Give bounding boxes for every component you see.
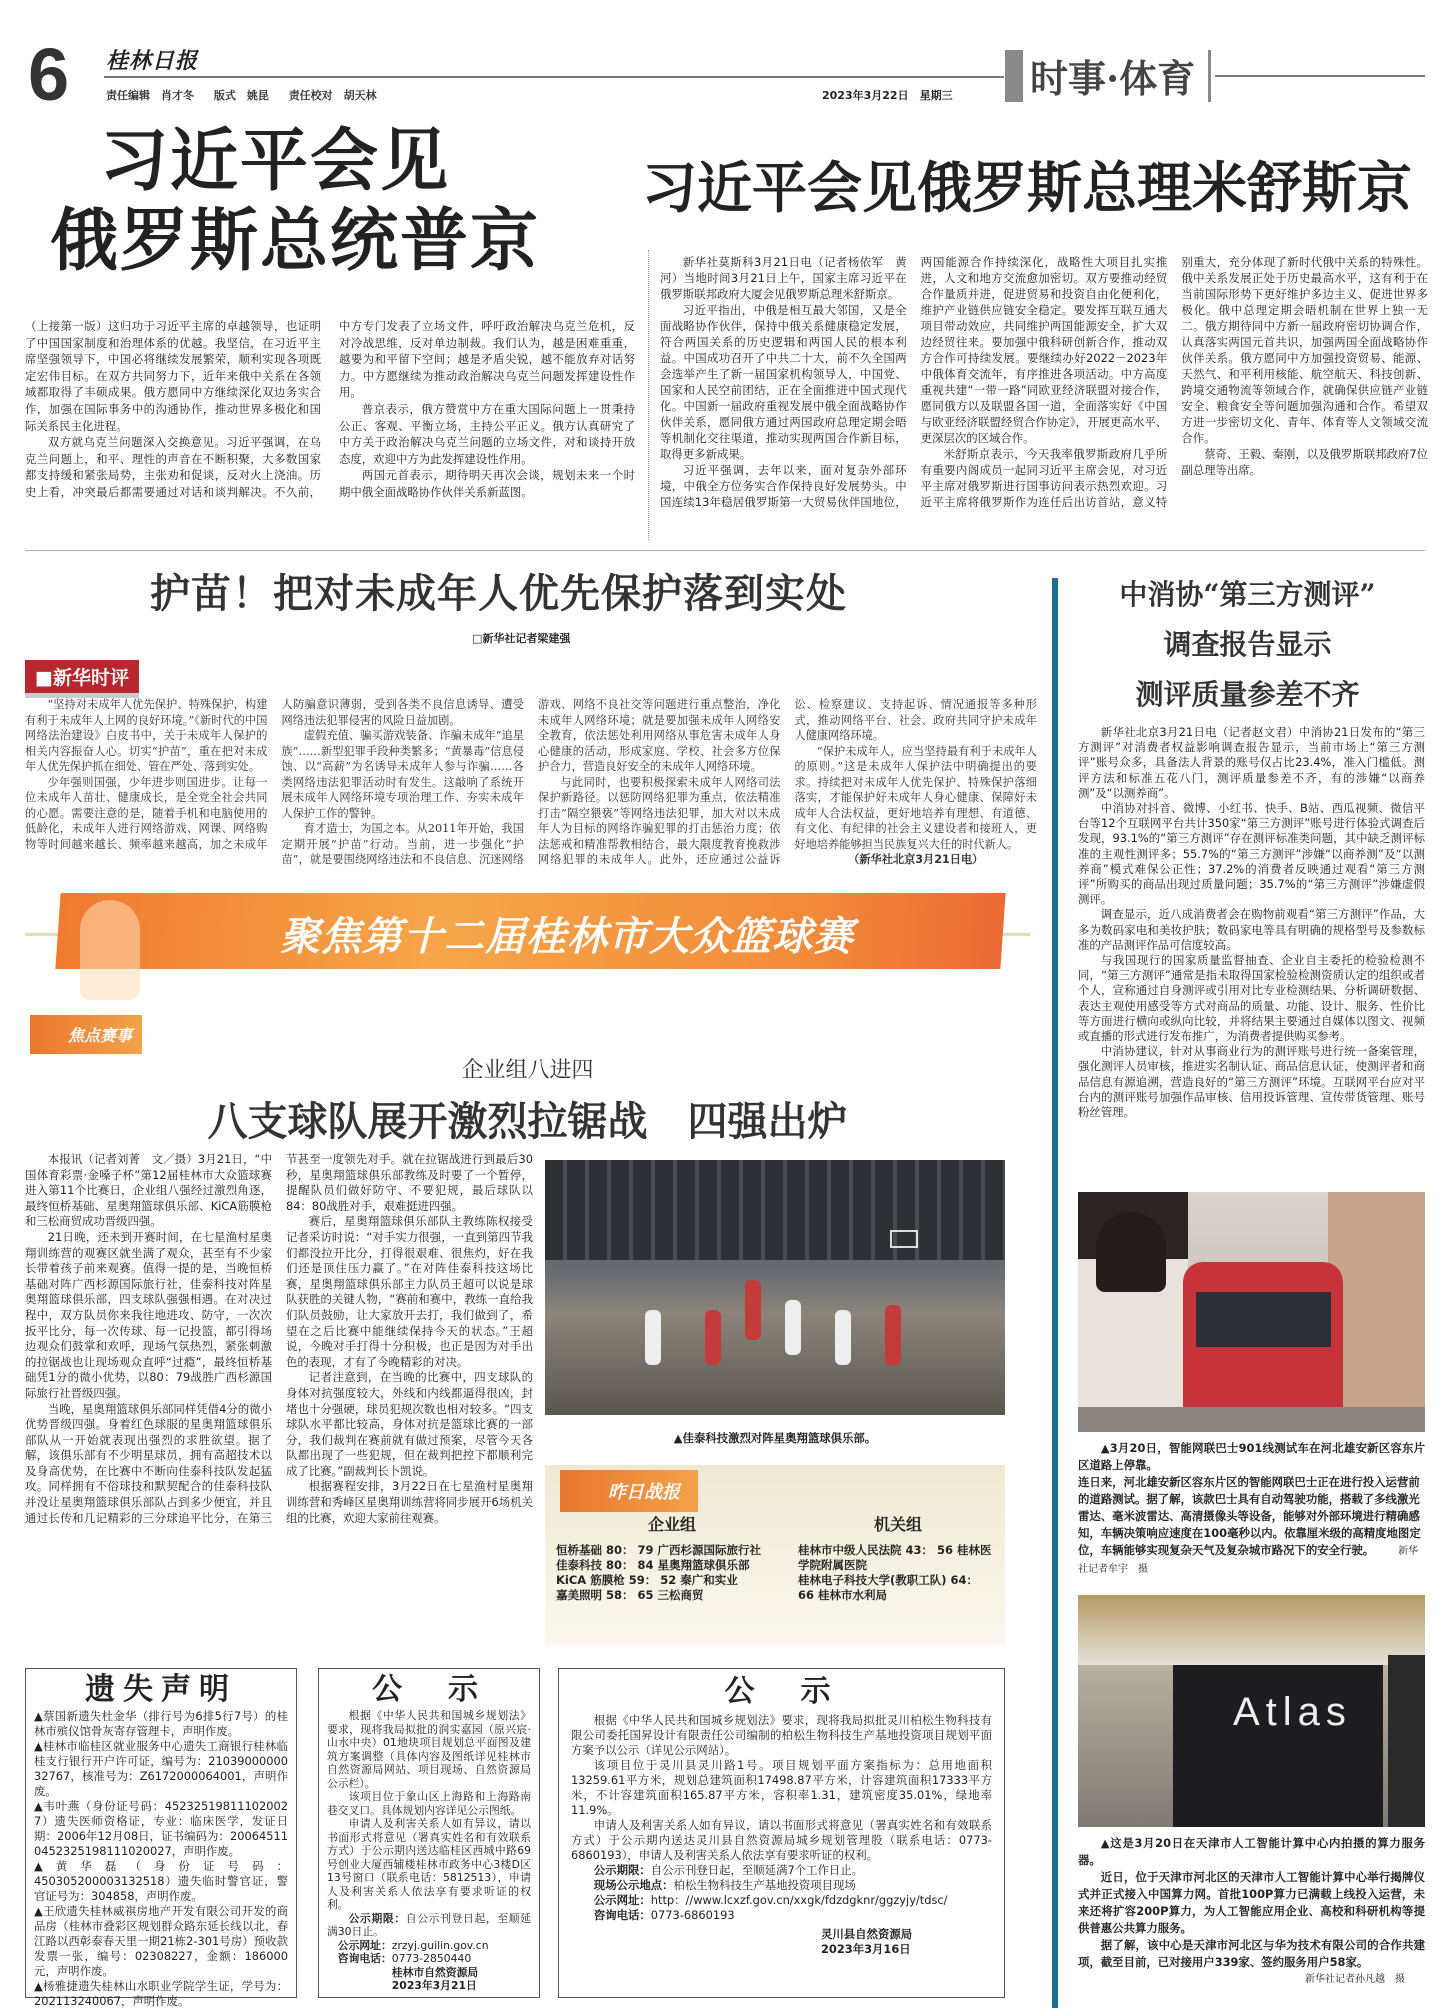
label: 公示期限： bbox=[348, 1911, 406, 1925]
header-rule bbox=[104, 76, 1004, 78]
public-notice-ad-2 bbox=[558, 1668, 1005, 1998]
label: 咨询电话： bbox=[337, 1952, 392, 1965]
paragraph: 新华社莫斯科3月21日电（记者杨依军 黄河）当地时间3月21日上午，国家主席习近平在俄罗斯联邦政府大厦会见俄罗斯总理米舒斯京。 bbox=[660, 255, 907, 301]
label: 公示网址： bbox=[593, 1893, 651, 1907]
headline-line: 习近平会见 bbox=[100, 122, 451, 201]
photo-credit: 新华社记者牟宇 摄 bbox=[1078, 1546, 1419, 1575]
story1-headline[interactable] bbox=[50, 122, 541, 282]
result-line: KiCA 筋膜枪 59： 52 秦广和实业 bbox=[556, 1573, 738, 1587]
basketball-photo-caption: ▲佳泰科技激烈对阵星奥翔篮球俱乐部。 bbox=[673, 1431, 877, 1445]
column-accent-bar bbox=[1052, 578, 1058, 2008]
section-bar bbox=[1005, 50, 1023, 102]
location: 柏松生物科技生产基地投资项目现场 bbox=[673, 1878, 856, 1892]
label: 咨询电话： bbox=[593, 1908, 651, 1922]
credit: 责任校对 胡天林 bbox=[288, 89, 377, 102]
result-line: 佳泰科技 80： 84 星奥翔篮球俱乐部 bbox=[556, 1558, 750, 1572]
basketball-headline[interactable]: 八支球队展开激烈拉锯战 四强出炉 bbox=[207, 1098, 848, 1145]
paragraph: 新华社北京3月21日电（记者赵文君）中消协21日发布的“第三方测评”对消费者权益影响调查报告显示，当前市场上“第三方测评”账号众多，具备法人背景的账号仅占比23.4%，准入门槛低。测评方法和标准五花八门，测评质量参差不齐，有的涉嫌“以商养测”及“以测养商”。 bbox=[1078, 725, 1425, 800]
results-group-government bbox=[798, 1515, 998, 1603]
credit: 责任编辑 肖才冬 bbox=[106, 89, 194, 102]
ad-title: 遗失声明 bbox=[85, 1672, 237, 1707]
paragraph: 21日晚，还未到开赛时间，在七星渔村星奥翔训练营的观赛区就坐满了观众，甚至有不少家长带着孩子前来观赛。值得一提的是，当晚恒桥基础对阵广西杉源国际旅行社，佳泰科技对阵星奥翔篮球俱乐部，四支球队强强相遇。在对决过程中，双方队员你来我往地进攻、防守，一次次扳平比分，每一次传球、每一记投篮，都引得场边观众们鼓掌和欢呼，现场气氛热烈，紧张刺激的拉锯战也让现场观众直呼“过瘾”，最终恒桥基础凭1分的微小优势，以80：79战胜广西杉源国际旅行社晋级四强。 bbox=[25, 1229, 272, 1400]
website-link[interactable]: http：//www.lcxzf.gov.cn/xxgk/fdzdgknr/ggzyjy/tdsc/ bbox=[650, 1893, 948, 1907]
paragraph: “坚持对未成年人优先保护、特殊保护，构建有利于未成年人上网的良好环境。”《新时代的中国网络法治建设》白皮书中，关于未成年人保护的相关内容振奋人心。切实“护苗”，重在把对未成年人优先保护抓在细处、管在严处、落到实处。 bbox=[25, 698, 268, 773]
kicker: 企业组八进四 bbox=[461, 1058, 594, 1083]
focus-tag: 焦点赛事 bbox=[30, 1015, 142, 1054]
story1-body bbox=[25, 318, 635, 540]
paragraph: 与我国现行的国家质量监督抽查、企业自主委托的检验检测不同，“第三方测评”通常是指未取得国家检验检测资质认定的组织或者个人，宣称通过自身测评或引用对比专业检测结果、分析调研数据、表达主观使用感受等方式对商品的质量、功能、设计、服务、性价比等方面进行横向或纵向比较，并将结果主要通过自媒体以图文、视频或直播的形式进行发布推广，为消费者提供购买参考。 bbox=[1078, 953, 1425, 1044]
headline-line: 中消协“第三方测评” bbox=[1119, 578, 1376, 611]
ad-paragraph: 该项目位于灵川县灵川路1号。项目规划平面方案指标为：总用地面积13259.61平方米，规划总建筑面积17498.87平方米，计容建筑面积17333平方米，不计容建筑面积165.87平方米，容积率1.31，建筑密度35.01%，绿地率11.9%。 bbox=[571, 1758, 992, 1817]
story2-body bbox=[660, 254, 1428, 546]
paragraph: 双方就乌克兰问题深入交换意见。习近平强调，在乌克兰问题上，和平、理性的声音在不断积聚，大多数国家都支持缓和紧张局势，主张劝和促谈，反对火上浇油。历史上看，冲突最后都需要通过对话和谈判解决。不久前，中方专门发表了立场文件，呼吁政治解决乌克兰危机，反对冷战思维，反对单边制裁。我们认为，越是困难重重，越要为和平留下空间；越是矛盾尖锐，越不能放弃对话努力。中方愿继续为推动政治解决乌克兰问题发挥建设性作用。 bbox=[25, 319, 635, 499]
paragraph: 育才造士，为国之本。从2011年开始，我国定期开展“护苗”行动。当前，进一步强化“护苗”，就是要围绕网络违法和不良信息、沉迷网络游戏、网络不良社交等问题进行重点整治，净化未成年人网络环境；就是要加强未成年人网络安全教育，依法惩处利用网络从事危害未成年人身心健康的活动，形成家庭、学校、社会多方位保护合力，营造良好安全的未成年人网络环境。 bbox=[281, 698, 781, 866]
result-line: 桂林电子科技大学(教职工队) 64： 66 桂林市水利局 bbox=[798, 1573, 979, 1602]
ad-paragraph: 申请人及利害关系人如有异议，请以书面形式将意见（署真实姓名和有效联系方式）于公示期内送达灵川县自然资源局城乡规划管理股（联系电话：0773-6860193），申请人及利害关系人依法享有要求听证的权利。 bbox=[571, 1818, 992, 1862]
basketball-body bbox=[25, 1152, 533, 1662]
paragraph: 记者注意到，在当晚的比赛中，四支球队的身体对抗强度较大，外线和内线都逼得很凶，封堵也十分强硬，球员犯规次数也相对较多。“四支球队水平都比较高，身体对抗是篮球比赛的一部分，我们裁判在赛前就有做过预案，尽管今天各队都出现了一些犯规，但在裁判把控下都顺利完成了比赛。”副裁判长卜凯说。 bbox=[286, 1370, 533, 1478]
machine-label: Atlas bbox=[1233, 1690, 1352, 1734]
ad-item: ▲韦叶燕（身份证号码：452325198111020027）遗失医师资格证，专业：临床医学，发证日期：2006年12月08日，证书编码为：200645110452325198111020027，声明作废。 bbox=[34, 1799, 288, 1858]
ad-title: 公 示 bbox=[724, 1674, 839, 1709]
issue-date: 2023年3月16日 bbox=[821, 1942, 911, 1956]
ad-title: 公 示 bbox=[372, 1672, 486, 1707]
issuer: 灵川县自然资源局 bbox=[821, 1927, 913, 1941]
story2-headline[interactable]: 习近平会见俄罗斯总理米舒斯京 bbox=[642, 156, 1413, 220]
headline-line: 调查报告显示 bbox=[1163, 628, 1332, 661]
group-name: 企业组 bbox=[647, 1515, 696, 1534]
server-photo bbox=[1078, 1595, 1425, 1827]
ad-paragraph: 申请人及利害关系人如有异议，请以书面形式将意见（署真实姓名和有效联系方式）于公示期内送达临桂区西城中路69号创业大厦西辅楼桂林市政务中心3楼D区13号窗口（联系电话：5812513），申请人及利害关系人依法享有要求听证的权利。 bbox=[327, 1817, 531, 1911]
section-rule bbox=[25, 550, 1425, 551]
ad-paragraph: 根据《中华人民共和国城乡规划法》要求，现将我局拟批灵川柏松生物科技有限公司委托国昇设计有限责任公司编制的柏松生物科技生产基地投资项目规划平面方案予以公示（详见公示网站）。 bbox=[571, 1713, 992, 1757]
section-title: 时事·体育 bbox=[1030, 56, 1196, 101]
section-bar bbox=[1208, 50, 1211, 102]
ad-item: ▲桂林市临桂区就业服务中心遗失工商银行桂林临桂支行银行开户许可证，编号为：2103900000032767，核准号为：Z6172000064001，声明作废。 bbox=[34, 1739, 288, 1798]
dateline: （新华社北京3月21日电） bbox=[848, 853, 984, 866]
paragraph: 蔡奇、王毅、秦刚，以及俄罗斯联邦政府7位副总理等出席。 bbox=[1181, 447, 1428, 477]
story3-body bbox=[25, 697, 1037, 889]
ad-item: ▲王欣遗失桂林威祺房地产开发有限公司开发的商品房（桂林市叠彩区规划群众路东延长线以北，春江路以西彰泰春天里一期21栋2-301号房）预收款发票一张，编号：02308227，金额：186000元，声明作废。 bbox=[34, 1904, 288, 1978]
banner-title: 聚焦第十二届桂林市大众篮球赛 bbox=[280, 914, 854, 960]
ad-paragraph: 根据《中华人民共和国城乡规划法》要求，现将我局拟批的润实嘉园（原兴宸·山水中央）01地块项目规划总平面图及建筑方案调整（具体内容及图纸详见桂林市自然资源局网站、项目现场、自然资源局公示栏）。 bbox=[327, 1709, 531, 1790]
public-notice-ad-1 bbox=[318, 1668, 540, 1998]
label: 现场公示地点： bbox=[593, 1878, 674, 1892]
player-silhouette-icon bbox=[80, 900, 140, 1000]
phone: 0773-6860193 bbox=[650, 1908, 735, 1922]
paragraph: 中消协建议，针对从事商业行为的测评账号进行统一备案管理，强化测评人员审核，推进实名制认证、商品信息认证，使测评者和商品信息有源追溯，营造良好的“第三方测评”环境。互联网平台应对平台内的测评账号加强作品审核、信用投诉管理、宣传带货管理、账号粉丝管理。 bbox=[1078, 1044, 1425, 1120]
paragraph: 赛后，星奥翔篮球俱乐部队主教练陈权接受记者采访时说：“对手实力很强，一直到第四节我们都没拉开比分，打得很艰难、很焦灼，好在我们还是顶住压力赢了。”在对阵佳泰科技这场比赛，星奥翔篮球俱乐部主力队员王超可以说是球队获胜的关键人物，“赛前和赛中，教练一直给我们队员鼓励，让大家放开去打，我们做到了，希望在之后比赛中能继续保持今天的状态。”王超说，今晚对手打得十分积极，也正是因为对手出色的表现，才有了今晚精彩的对决。 bbox=[286, 1214, 533, 1369]
paragraph: 两国元首表示，期待明天再次会谈，规划未来一个时期中俄全面战略协作伙伴关系新蓝图。 bbox=[339, 468, 635, 499]
label: 公示期限： bbox=[593, 1863, 651, 1877]
caption-text: 据了解，该中心是天津市河北区与华为技术有限公司的合作共建项，截至目前，已对接用户339家、签约服务用户58家。 bbox=[1078, 1938, 1425, 1969]
header-rule bbox=[1215, 75, 1425, 77]
paragraph: 调查显示，近八成消费者会在购物前观看“第三方测评”作品，大多为数码家电和美妆护肤；数码家电等具有明确的规格型号及参数标准的产品测评作品可信度较高。 bbox=[1078, 907, 1425, 952]
phone: 0773-2850440 bbox=[391, 1952, 472, 1965]
story3-headline[interactable]: 护苗！把对未成年人优先保护落到实处 bbox=[150, 570, 847, 617]
paragraph: 习近平强调，去年以来，面对复杂外部环境，中俄全方位务实合作保持良好发展势头。中国连续13年稳居俄罗斯第一大贸易伙伴国地位，两国能源合作持续深化，战略性大项目扎实推进，人文和地方交流愈加密切。双方要推动经贸合作量质并进，促进贸易和投资自由化便利化，维护产业链供应链安全稳定。要发挥互联互通大项目带动效应，共同维护两国能源安全，扩大双边经贸往来。要加强中俄科研创新合作，推动双方合作可持续发展。要继续办好2022－2023年中俄体育交流年，有序推进各项活动。中方高度重视共建“一带一路”同欧亚经济联盟对接合作，愿同俄方以及联盟各国一道，全面落实好《中国与欧亚经济联盟经贸合作协定》，开展更高水平、更深层次的区域合作。 bbox=[660, 255, 1168, 509]
paragraph: 虚假充值、骗买游戏装备、诈骗未成年“追星族”……新型犯罪手段种类繁多；“黄暴毒”信息侵蚀、以“高薪”为名诱导未成年人参与诈骗……各类网络违法犯罪活动时有发生。这敲响了系统开展未成年人网络环境专项治理工作、夯实未成年人保护工作的警钟。 bbox=[281, 729, 524, 820]
bus-photo bbox=[1078, 1192, 1425, 1432]
result-line: 桂林市中级人民法院 43： 56 桂林医学院附属医院 bbox=[798, 1543, 992, 1572]
period: 自公示刊登日起，至顺延满30日止。 bbox=[327, 1911, 531, 1938]
issue-date: 2023年3月21日 bbox=[391, 1979, 477, 1992]
result-line: 嘉美照明 58： 65 三松商贸 bbox=[556, 1588, 704, 1602]
page-number: 6 bbox=[28, 33, 70, 116]
column-tag: ■新华时评 bbox=[25, 660, 139, 698]
paragraph: 根据赛程安排，3月22日在七星渔村星奥翔训练营和秀峰区星奥翔训练营将同步展开6场机关组的比赛，欢迎大家前往观赛。 bbox=[286, 1479, 533, 1525]
photo-credit: 新华社记者孙凡越 摄 bbox=[1305, 1974, 1405, 1985]
paragraph: 当晚，星奥翔篮球俱乐部同样凭借4分的微小优势晋级四强。身着红色球服的星奥翔篮球俱乐部队从一开始就表现出强烈的求胜欲望。据了解，该俱乐部有不少明星球员，拥有高超技术以及身高优势，在比赛中不断向佳泰科技队发起猛攻。同样拥有不俗球技和默契配合的佳泰科技队并没让星奥翔篮球俱乐部队占到多少便宜，并且通过长传和几记精彩的三分球追平比分，在第三节甚至一度领先对手。就在拉锯战进行到最后30秒，星奥翔篮球俱乐部教练及时要了一个暂停，提醒队员们做好防守、不要犯规，最后球队以84：80战胜对手，艰难挺进四强。 bbox=[25, 1152, 533, 1525]
label: 公示网址： bbox=[337, 1938, 392, 1952]
ad-item: ▲黄华磊（身份证号码：450305200003132518）遗失临时警官证，警官证号为：304858，声明作废。 bbox=[34, 1859, 288, 1903]
credit: 版式 姚昆 bbox=[213, 89, 269, 102]
server-photo-caption bbox=[1078, 1835, 1425, 1988]
caption-text: ▲3月20日，智能网联巴士901线测试车在河北雄安新区容东片区道路上停靠。 bbox=[1078, 1441, 1425, 1472]
paragraph: （上接第一版）这归功于习近平主席的卓越领导，也证明了中国国家制度和治理体系的优越。我坚信，在习近平主席坚强领导下，中国必将继续发展繁荣，顺利实现各项既定宏伟目标。在双方共同努力下，近年来俄中关系在各领域都取得了丰硕成果。俄方愿同中方继续深化双边务实合作，加强在国际事务中的沟通协作，推动世界多极化和国际关系民主化进程。 bbox=[25, 319, 321, 433]
results-tag: 昨日战报 bbox=[560, 1470, 698, 1512]
caption-text: 连日来，河北雄安新区容东片区的智能网联巴士正在进行投入运营前的道路测试。据了解，该款巴士具有自动驾驶功能，搭载了多线激光雷达、毫米波雷达、高清摄像头等设备，能够对外部环境进行精确感知，车辆决策响应速度在100毫秒以内。依靠厘米级的高精度地图定位，车辆能够实现复杂天气及复杂城市路况下的安全行驶。 bbox=[1078, 1475, 1421, 1557]
lost-notice-ad bbox=[25, 1668, 297, 2008]
headline-line: 俄罗斯总统普京 bbox=[50, 202, 541, 281]
result-line: 恒桥基础 80： 79 广西杉源国际旅行社 bbox=[556, 1543, 762, 1557]
bus-photo-caption bbox=[1078, 1440, 1425, 1578]
caption-text: 近日，位于天津市河北区的天津市人工智能计算中心举行揭牌仪式并正式接入中国算力网。首批100P算力已满载上线投入运营，未来还将扩容200P算力，为人工智能应用企业、高校和科研机构等提供普惠公共算力服务。 bbox=[1078, 1870, 1425, 1935]
story4-body bbox=[1078, 725, 1425, 1120]
group-name: 机关组 bbox=[873, 1515, 922, 1534]
column-divider bbox=[648, 250, 649, 540]
ad-item: ▲蔡国新遗失杜金华（排行号为6排5行7号）的桂林市殡仪馆骨灰寄存管理卡，声明作废。 bbox=[34, 1709, 288, 1738]
ad-item: ▲杨雅捷遗失桂林山水职业学院学生证，学号为：202113240067，声明作废。 bbox=[34, 1979, 288, 2008]
paper-logo: 桂林日报 bbox=[106, 48, 199, 74]
issuer: 桂林市自然资源局 bbox=[391, 1965, 479, 1979]
paragraph: 米舒斯京表示，今天我率俄罗斯政府几乎所有重要内阁成员一起同习近平主席会见，对习近平主席对俄罗斯进行国事访问表示热烈欢迎。习近平主席将俄罗斯作为连任后出访首站，意义特别重大，充分体现了新时代俄中关系的特殊性。俄中关系发展正处于历史最高水平，这有利于在当前国际形势下更好维护多边主义、促进世界多极化。俄中总理定期会晤机制在世界上独一无二。俄方期待同中方新一届政府密切协调合作，认真落实两国元首共识，加强两国全面战略协作伙伴关系。俄方愿同中方加强投资贸易、能源、天然气、和平利用核能、航空航天、科技创新、跨境交通物流等领域合作，就确保供应链产业链安全、粮食安全等问题加强沟通和合作。希望双方进一步密切文化、青年、体育等人文领域交流合作。 bbox=[920, 255, 1428, 509]
story4-headline[interactable] bbox=[1070, 570, 1425, 720]
issue-date: 2023年3月22日 星期三 bbox=[822, 89, 953, 102]
paragraph: 习近平指出，中俄是相互最大邻国，又是全面战略协作伙伴，保持中俄关系健康稳定发展，符合两国关系的历史逻辑和两国人民的根本利益。中国成功召开了中共二十大，前不久全国两会选举产生了新一届国家机构领导人，中国党、国家和人民空前团结，正在全面推进中国式现代化。中国新一届政府重视发展中俄全面战略协作伙伴关系，愿同俄方通过两国政府总理定期会晤等机制化交往渠道，推动实现两国合作新目标，取得更多新成果。 bbox=[660, 303, 907, 461]
paragraph: 少年强则国强，少年进步则国进步。让每一位未成年人苗壮、健康成长，是全党全社会共同的心愿。需要注意的是，随着手机和电脑使用的低龄化，未成年人进行网络游戏、网课、网络购物等时间越来越长、频率越来越高，加之未成年人防骗意识薄弱，受到各类不良信息诱导、遭受网络违法犯罪侵害的风险日益加剧。 bbox=[25, 698, 524, 851]
caption-text: ▲这是3月20日在天津市人工智能计算中心内拍摄的算力服务器。 bbox=[1078, 1836, 1425, 1867]
byline: □新华社记者梁建强 bbox=[472, 632, 571, 645]
ad-paragraph: 该项目位于象山区上海路和上海路南巷交叉口。具体规划内容详见公示图纸。 bbox=[327, 1790, 531, 1817]
paragraph: “保护未成年人，应当坚持最有利于未成年人的原则。”这是未成年人保护法中明确提出的要求。持续把对未成年人优先保护、特殊保护落细落实，才能保护好未成年人身心健康、保障好未成年人合法权益，更好地培养有理想、有道德、有文化、有纪律的社会主义建设者和接班人，更好地培养能够担当民族复兴大任的时代新人。 bbox=[794, 744, 1037, 851]
basketball-photo bbox=[545, 1160, 1005, 1415]
paragraph: 普京表示，俄方赞赏中方在重大国际问题上一贯秉持公正、客观、平衡立场，主持公平正义。俄方认真研究了中方关于政治解决乌克兰问题的立场文件，对和谈持开放态度，欢迎中方为此发挥建设性作用。 bbox=[339, 401, 635, 466]
results-group-enterprise bbox=[556, 1515, 788, 1603]
period: 自公示刊登日起，至顺延满7个工作日止。 bbox=[650, 1863, 864, 1877]
paragraph: 与此同时，也要积极探索未成年人网络司法保护新路径。以惩防网络犯罪为重点，依法精准打击“隔空猥亵”等网络违法犯罪，加大对以未成年人为目标的网络诈骗犯罪的打击惩治力度；依法惩戒和精准帮教相结合，最大限度教育挽救涉网络犯罪的未成年人。此外，还应通过公益诉讼、检察建议、支持起诉、情况通报等多种形式，推动网络平台、社会、政府共同守护未成年人健康网络环境。 bbox=[538, 698, 1037, 866]
website-link[interactable]: zrzyj.guilin.gov.cn bbox=[391, 1938, 489, 1952]
editor-credits bbox=[106, 87, 387, 103]
paragraph: 本报讯（记者刘菁 文／摄）3月21日，“中国体育彩票·金嗓子杯”第12届桂林市大众篮球赛进入第11个比赛日，企业组八强经过激烈角逐，最终恒桥基础、星奥翔篮球俱乐部、KiCA筋膜枪和三松商贸成功晋级四强。 bbox=[25, 1152, 272, 1229]
headline-line: 测评质量参差不齐 bbox=[1135, 678, 1360, 711]
paragraph: 中消协对抖音、微博、小红书、快手、B站、西瓜视频、微信平台等12个互联网平台共计350家“第三方测评”账号进行体验式调查后发现，93.1%的“第三方测评”存在测评标准类问题，其中缺乏测评标准的主观性测评多；55.7%的“第三方测评”涉嫌“以商养测”及“以测养商”模式难保公正性；37.2%的消费者反映通过观看“第三方测评”所购买的商品出现过质量问题；35.7%的“第三方测评”涉嫌虚假测评。 bbox=[1078, 801, 1425, 907]
